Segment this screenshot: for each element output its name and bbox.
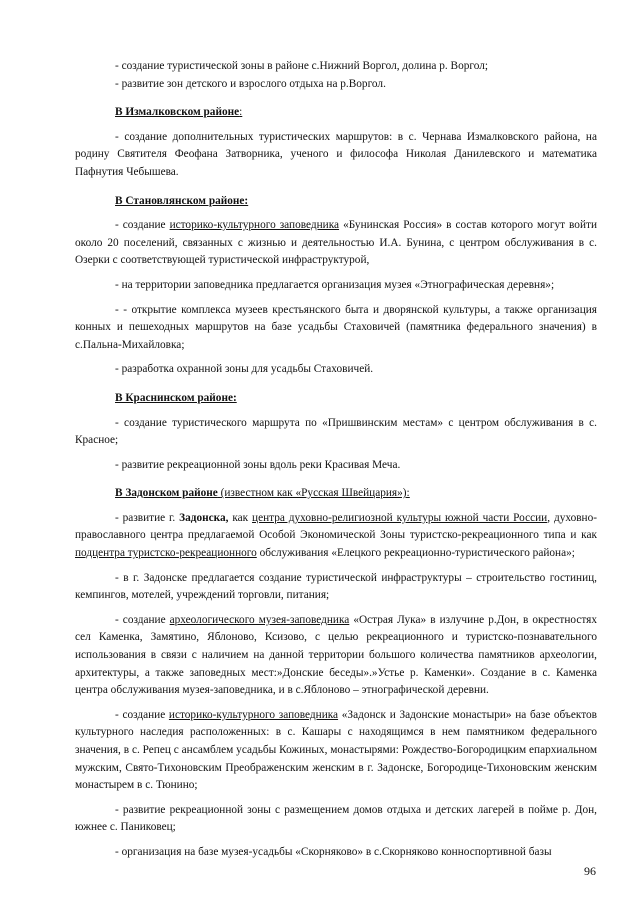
stanovlyansky-item-protection: - разработка охранной зоны для усадьбы Стаховичей. <box>115 363 374 376</box>
document-page <box>75 58 597 862</box>
zadonsky-item1-b: как <box>228 511 253 524</box>
bullet-vorgol-recreation: - развитие зон детского и взрослого отдыха на р.Воргол. <box>115 77 386 90</box>
zadonsky-item-infrastructure: - в г. Задонске предлагается создание туристической инфраструктуры – строительство гостиниц, кемпингов, мотелей, учреждений торговли, питания; <box>75 571 597 602</box>
stanovlyansky-item-museum: - на территории заповедника предлагается организация музея «Этнографическая деревня»; <box>115 278 555 291</box>
zadonsky-item1-c: , духовно- православного центра предлагаемой Особой Экономической Зоны туристско-рекреационного типа и как <box>75 511 598 542</box>
krasninsky-item-river: - развитие рекреационной зоны вдоль реки Красивая Меча. <box>115 458 401 471</box>
zadonsky-item-recreation: - развитие рекреационной зоны с размещением домов отдыха и детских лагерей в пойме р. Дон, южнее с. Паниковец; <box>75 803 597 834</box>
heading-izmalkovsky-colon: : <box>239 106 243 119</box>
krasninsky-item-route: - создание туристического маршрута по «Пришвинским местам» с центром обслуживания в с. Красное; <box>75 416 597 447</box>
zadonsky-item4-b: «Задонск и Задонские монастыри» на базе объектов культурного наследия расположенных: в с. Кашары с находящимся в нем памятником федерального значения, в с. Репец с ансамблем усадьбы Кожиных, монастырями: Рождество-Богородицким епархиальном мужским, Свято-Тихоновским Преображенским женским в г. Задонске, Богородице-Тихоновским женским монастырем в с. Тюнино; <box>75 708 597 792</box>
stanovlyansky-item-complex: - - открытие комплекса музеев крестьянского быта и дворянской культуры, а также организация конных и пешеходных маршрутов на базе усадьбы Стаховичей (памятника федерального значения) в с.Пальна-Михайловка; <box>75 303 597 351</box>
zadonsky-item4-a: - создание <box>115 708 169 721</box>
heading-zadonsky-text: В Задонском районе <box>115 487 218 500</box>
heading-izmalkovsky <box>75 104 597 122</box>
zadonsky-item1-a: - развитие г. <box>115 511 180 524</box>
heading-krasninsky: В Краснинском районе: <box>115 391 237 404</box>
zadonsky-item-archaeology <box>75 612 597 700</box>
zadonsky-item3-b: «Острая Лука» в излучине р.Дон, в окрестностях сел Каменка, Замятино, Яблоново, Ксизово, с целью рекреационного и туристско-познавательного использования в связи с наличием на данной территории большого количества памятников археологии, архитектуры, а также заповедных мест:»Донские беседы».»Устье р. Каменки». Создание в с. Каменка центра обслуживания музея-заповедника, и в с.Яблоново – этнографической деревни. <box>75 613 597 697</box>
stanovlyansky-item-bunin-b: «Бунинская Россия» в состав которого могут войти около 20 поселений, связанных с жизнью и деятельностью И.А. Бунина, с центром обслуживания в с. Озерки с соответствующей туристической инфраструктурой, <box>75 219 597 267</box>
stanovlyansky-item-bunin <box>75 217 597 270</box>
zadonsky-item-equestrian: - организация на базе музея-усадьбы «Скорняково» в с.Скорняково конноспортивной базы <box>115 845 552 858</box>
bullet-nizhny-vorgol: - создание туристической зоны в районе с.Нижний Воргол, долина р. Воргол; <box>115 60 489 72</box>
zadonsky-item1-city: Задонска, <box>179 511 229 524</box>
izmalkovsky-item: - создание дополнительных туристических маршрутов: в с. Чернава Измалковского района, на родину Святителя Феофана Затворника, ученого и философа Николая Данилевского и математика Пафнутия Чебышева. <box>75 130 597 178</box>
zadonsky-item3-a: - создание <box>115 613 170 626</box>
heading-izmalkovsky-text: В Измалковском районе <box>115 106 240 119</box>
zadonsky-item-development <box>75 510 597 563</box>
zadonsky-item-monasteries <box>75 707 597 795</box>
stanovlyansky-reserve-link: историко-культурного заповедника <box>169 219 340 232</box>
zadonsky-item1-d: обслуживания «Елецкого рекреационно-туристического района»; <box>256 547 575 560</box>
page-number: 96 <box>584 864 596 878</box>
zadonsky-spiritual-center-link: центра духовно-религиозной культуры южной части России <box>252 511 548 524</box>
zadonsky-subcenter-link: подцентра туристско-рекреационного <box>75 547 257 560</box>
heading-stanovlyansky: В Становлянском районе: <box>115 194 249 207</box>
zadonsky-reserve-link: историко-культурного заповедника <box>168 708 339 721</box>
heading-zadonsky-tail: (известном как «Русская Швейцария»): <box>217 487 410 500</box>
zadonsky-archaeology-link: археологического музея-заповедника <box>169 613 350 626</box>
stanovlyansky-item-bunin-a: - создание <box>115 219 170 232</box>
heading-zadonsky <box>75 485 597 503</box>
